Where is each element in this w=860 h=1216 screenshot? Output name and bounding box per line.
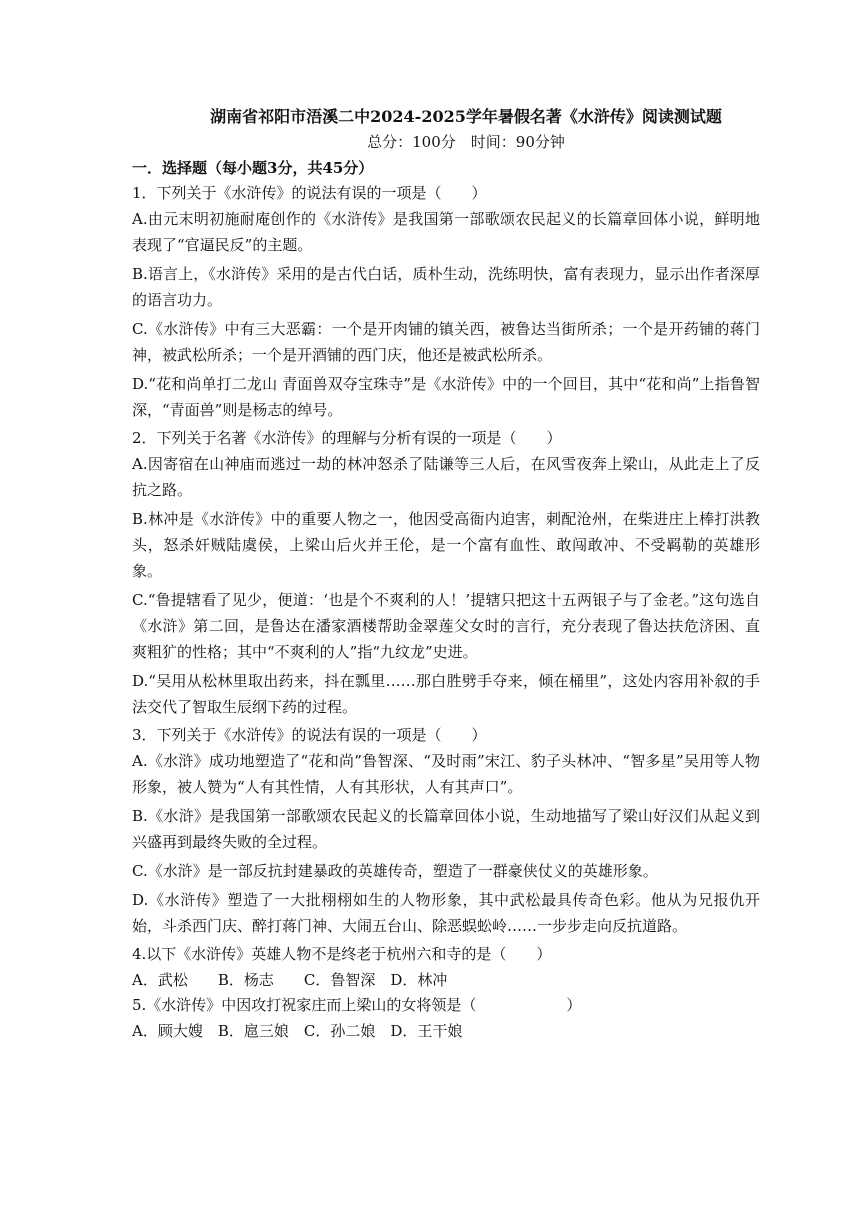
option-a: A.因寄宿在山神庙而逃过一劫的林冲怒杀了陆谦等三人后，在风雪夜奔上梁山，从此走上了反抗之路。 bbox=[132, 455, 760, 499]
option-c: C.《水浒传》中有三大恶霸：一个是开肉铺的镇关西，被鲁达当街所杀；一个是开药铺的蒋门神，被武松所杀；一个是开酒铺的西门庆，他还是被武松所杀。 bbox=[132, 320, 760, 364]
option-d: D.“吴用从松林里取出药来，抖在瓢里……那白胜劈手夺来，倾在桶里”，这处内容用补叙的手法交代了智取生辰纲下药的过程。 bbox=[132, 672, 760, 716]
option-d: D.《水浒传》塑造了一大批栩栩如生的人物形象，其中武松最具传奇色彩。他从为兄报仇开始，斗杀西门庆、醉打蒋门神、大闹五台山、除恶蜈蚣岭……一步步走向反抗道路。 bbox=[132, 891, 760, 935]
question-3 bbox=[132, 723, 760, 939]
question-4 bbox=[132, 942, 760, 993]
question-stem: 2．下列关于名著《水浒传》的理解与分析有误的一项是（ ） bbox=[132, 429, 562, 447]
question-2 bbox=[132, 426, 760, 720]
question-stem: 1．下列关于《水浒传》的说法有误的一项是（ ） bbox=[132, 184, 487, 202]
question-stem: 3．下列关于《水浒传》的说法有误的一项是（ ） bbox=[132, 726, 487, 744]
question-stem: 4.以下《水浒传》英雄人物不是终老于杭州六和寺的是（ ） bbox=[132, 945, 552, 963]
option-c: C.《水浒》是一部反抗封建暴政的英雄传奇，塑造了一群豪侠仗义的英雄形象。 bbox=[132, 862, 658, 880]
option-c: C.“鲁提辖看了见少，便道：‘也是个不爽利的人！’提辖只把这十五两银子与了金老。”这句选自《水浒》第二回，是鲁达在潘家酒楼帮助金翠莲父女时的言行，充分表现了鲁达扶危济困、直爽粗犷的性格；其中“不爽利的人”指“九纹龙”史进。 bbox=[132, 591, 760, 661]
inline-options: A．顾大嫂 B．扈三娘 C．孙二娘 D．王干娘 bbox=[132, 1022, 463, 1040]
option-a: A.《水浒》成功地塑造了“花和尚”鲁智深、“及时雨”宋江、豹子头林冲、“智多星”吴用等人物形象，被人赞为“人有其性情，人有其形状，人有其声口”。 bbox=[132, 752, 760, 796]
section-heading: 一．选择题（每小题3分，共45分） bbox=[132, 159, 374, 177]
option-b: B.语言上，《水浒传》采用的是古代白话，质朴生动，洗练明快，富有表现力，显示出作者深厚的语言功力。 bbox=[132, 265, 760, 309]
option-b: B.林冲是《水浒传》中的重要人物之一，他因受高衙内迫害，刺配沧州，在柴进庄上棒打洪教头，怒杀奸贼陆虞侯，上梁山后火并王伦，是一个富有血性、敢闯敢冲、不受羁勒的英雄形象。 bbox=[132, 510, 760, 580]
page-subtitle: 总分：100分 时间：90分钟 bbox=[367, 133, 565, 151]
option-d: D.“花和尚单打二龙山 青面兽双夺宝珠寺”是《水浒传》中的一个回目，其中“花和尚”上指鲁智深，“青面兽”则是杨志的绰号。 bbox=[132, 375, 760, 419]
question-1 bbox=[132, 181, 760, 423]
option-b: B.《水浒》是我国第一部歌颂农民起义的长篇章回体小说，生动地描写了梁山好汉们从起义到兴盛再到最终失败的全过程。 bbox=[132, 807, 760, 851]
option-a: A.由元末明初施耐庵创作的《水浒传》是我国第一部歌颂农民起义的长篇章回体小说，鲜明地表现了“官逼民反”的主题。 bbox=[132, 210, 760, 254]
question-stem: 5.《水浒传》中因攻打祝家庄而上梁山的女将领是（ ） bbox=[132, 996, 582, 1014]
question-5 bbox=[132, 993, 760, 1044]
inline-options: A．武松 B．杨志 C．鲁智深 D．林冲 bbox=[132, 971, 448, 989]
page-title: 湖南省祁阳市浯溪二中2024-2025学年暑假名著《水浒传》阅读测试题 bbox=[210, 107, 722, 126]
